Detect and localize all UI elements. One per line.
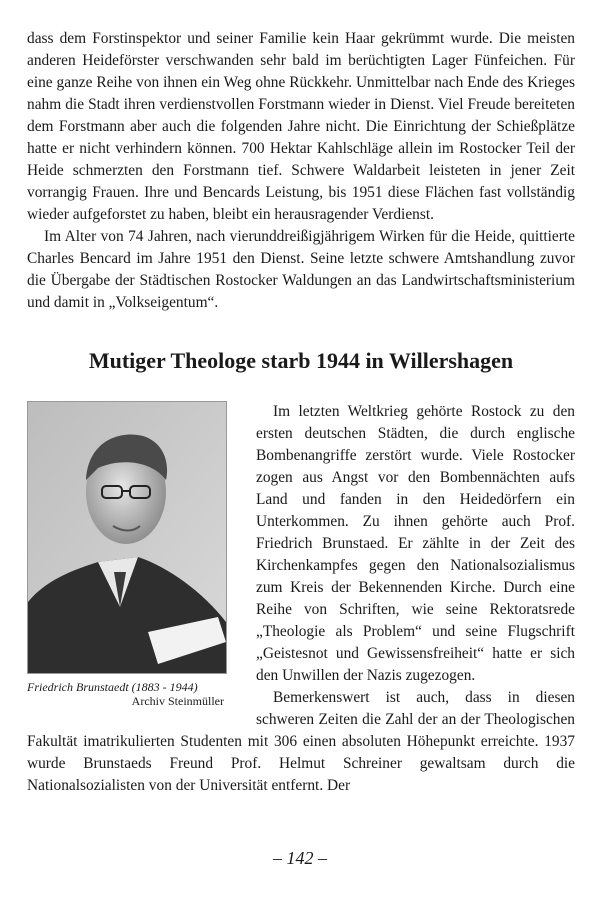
paragraph: dass dem Forstinspektor und seiner Familie kein Haar gekrümmt wurde. Die meisten anderen Heideförster verschwanden sehr bald im berüchtigten Lager Fünfeichen. Für eine ganze Reihe von ihnen ein Weg ohne Rückkehr. Unmittelbar nach Ende des Krieges nahm die Stadt ihren verdienstvollen Forstmann wieder in Dienst. Viel Freude bereiteten dem Forstmann aber auch die folgenden Jahre nicht. Die Einrichtung der Schießplätze hatte er nicht verhindern können. 700 Hektar Kahlschläge allein im Rostocker Teil der Heide schmerzten den Forstmann tief. Schwere Waldarbeit leisteten in jener Zeit vorrangig Frauen. Ihre und Bencards Leistung, bis 1951 diese Flächen fast vollständig wieder aufgeforstet zu haben, bleibt ein herausragender Verdienst. bbox=[27, 30, 575, 223]
figure-credit: Archiv Steinmüller bbox=[131, 694, 224, 708]
portrait-figure bbox=[27, 401, 240, 708]
portrait-photo bbox=[27, 401, 227, 674]
paragraph: Bemerkenswert ist auch, dass in diesen schweren Zeiten die Zahl der an der Theologischen Fakultät imatrikulierten Studenten mit 306 einen absoluten Höhepunkt erreichte. 1937 wurde Brunstaeds Freund Prof. Helmut Schreiner gewaltsam durch die Nationalsozialisten von der Universität entfernt. Der bbox=[27, 689, 575, 794]
paragraph: Im letzten Weltkrieg gehörte Rostock zu den ersten deutschen Städten, die durch englische Bombenangriffe zerstört wurde. Viele Rostocker zogen aus Angst vor den Bombennächten aufs Land und fanden in den Heidedörfern ein Unterkommen. Zu ihnen gehörte auch Prof. Friedrich Brunstaed. Er zählte in der Zeit des Kirchenkampfes gegen den Nationalsozialismus zum Kreis der Bekennenden Kirche. Durch eine Reihe von Schriften, wie seine Rektoratsrede „Theologie als Problem“ und seine Flugschrift „Geistesnot und Gewissensfreiheit“ hatte er sich den Unwillen der Nazis zugezogen. bbox=[256, 403, 575, 684]
page-body bbox=[27, 28, 575, 797]
figure-caption: Friedrich Brunstaedt (1883 - 1944) bbox=[27, 680, 198, 694]
portrait-illustration bbox=[28, 402, 226, 673]
section-heading: Mutiger Theologe starb 1944 in Willershagen bbox=[88, 348, 514, 373]
paragraph: Im Alter von 74 Jahren, nach vierunddreißigjährigem Wirken für die Heide, quittierte Charles Bencard im Jahre 1951 den Dienst. Seine letzte schwere Amtshandlung zuvor die Übergabe der Städtischen Rostocker Waldungen an das Landwirtschaftsministerium und damit in „Volkseigentum“. bbox=[27, 228, 575, 311]
page-number: – 142 – bbox=[273, 848, 327, 868]
